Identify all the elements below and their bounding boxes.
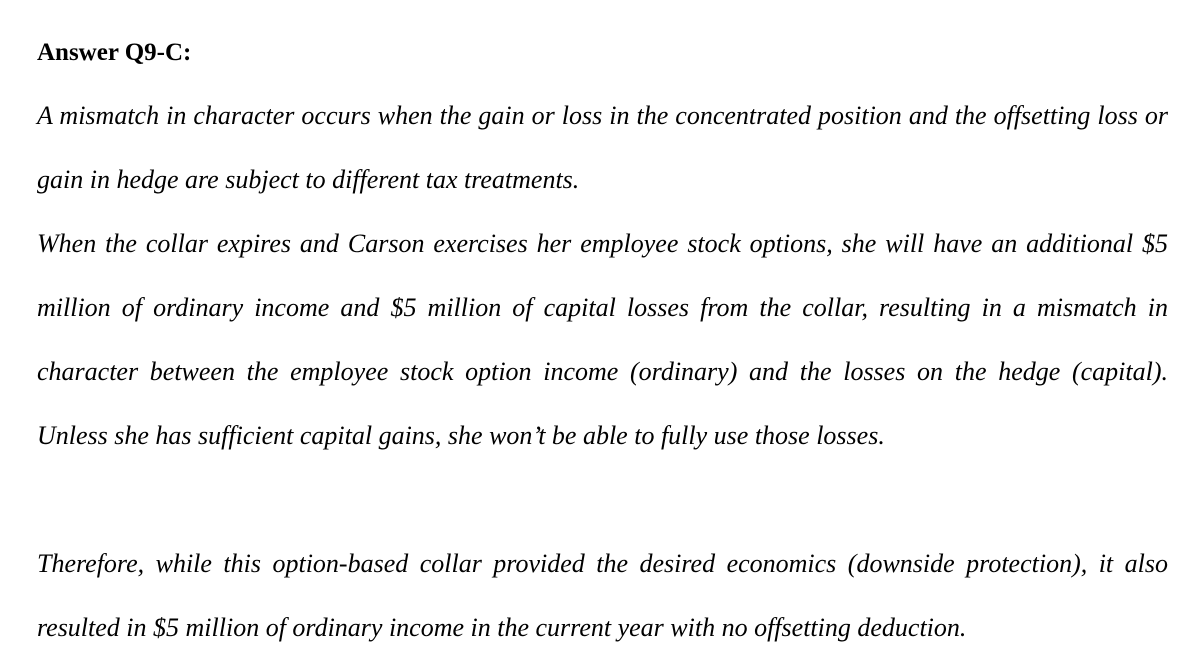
answer-heading: Answer Q9-C: (37, 39, 192, 66)
paragraph-conclusion: Therefore, while this option-based collar provided the desired economics (downside protection), it also resulted in $5 million of ordinary income in the current year with no offsetting deduction. (37, 549, 1168, 642)
paragraph-collar-expiry: When the collar expires and Carson exercises her employee stock options, she will have an additional $5 million of ordinary income and $5 million of capital losses from the collar, resulting in a mismatch in character between the employee stock option income (ordinary) and the losses on the hedge (capital). Unless she has sufficient capital gains, she won’t be able to fully use those losses. (37, 229, 1168, 450)
paragraph-mismatch-definition: A mismatch in character occurs when the gain or loss in the concentrated position and the offsetting loss or gain in hedge are subject to different tax treatments. (37, 101, 1168, 194)
